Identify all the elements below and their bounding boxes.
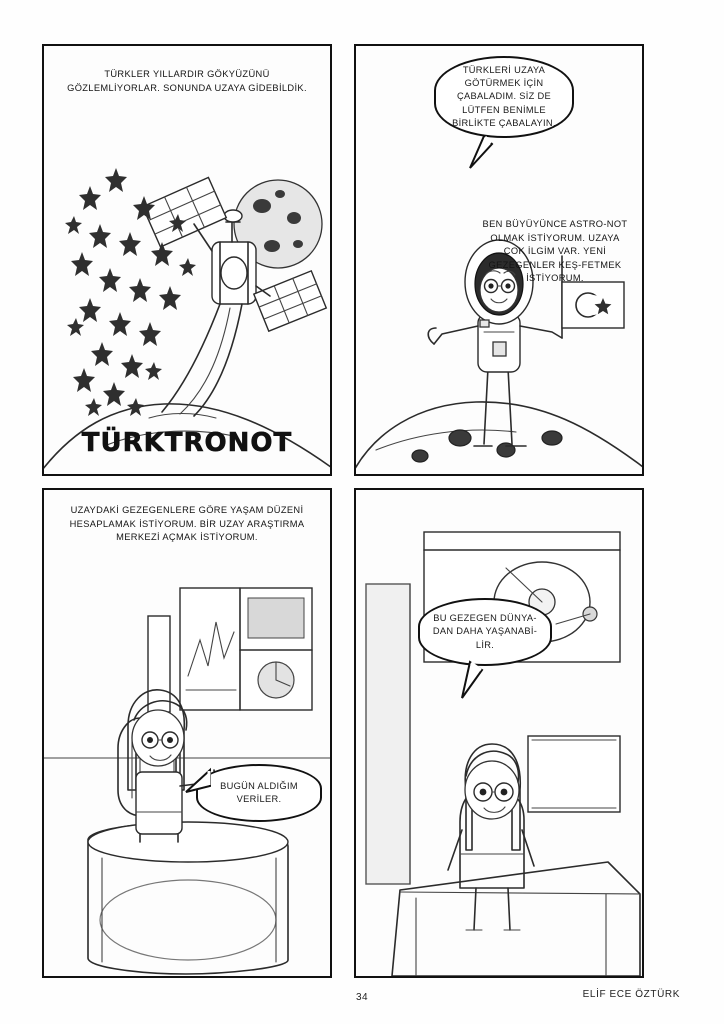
panel-2-speech-bubble (434, 56, 574, 138)
panel-4-artwork (356, 490, 642, 976)
panel-1-title-art: TÜRKTRONOT (81, 428, 293, 458)
panel-4-speech-bubble (418, 598, 552, 666)
panel-1 (42, 44, 332, 476)
panel-4-bubble-text: BU GEZEGEN DÜNYA-DAN DAHA YAŞANABİ-LİR. (432, 613, 538, 650)
panel-2-bubble-tail (460, 134, 500, 174)
panel-3-bubble-text: BUGÜN ALDIĞIM VERİLER. (220, 780, 298, 804)
page-number: 34 (355, 992, 369, 1003)
panel-3 (42, 488, 332, 978)
panel-3-bubble-tail (180, 758, 220, 798)
panel-4 (354, 488, 644, 978)
panel-1-artwork (44, 46, 330, 474)
panel-3-caption: UZAYDAKİ GEZEGENLERE GÖRE YAŞAM DÜZENİ HESAPLAMAK İSTİYORUM. BİR UZAY ARAŞTIRMA MERKEZİ AÇMAK İSTİYORUM. (69, 505, 305, 542)
panel-1-caption: TÜRKLER YILLARDIR GÖKYÜZÜNÜ GÖZLEMLİYORLAR. SONUNDA UZAYA GİDEBİLDİK. (67, 69, 307, 93)
panel-2 (354, 44, 644, 476)
panel-grid (42, 44, 682, 974)
panel-4-bubble-tail (448, 660, 492, 704)
panel-3-artwork (44, 490, 330, 976)
author-credit: ELİF ECE ÖZTÜRK (582, 989, 680, 1000)
panel-2-bubble-text: TÜRKLERİ UZAYA GÖTÜRMEK İÇİN ÇABALADIM. SİZ DE LÜTFEN BENİMLE BİRLİKTE ÇABALAYIN. (452, 65, 556, 128)
panel-2-caption: BEN BÜYÜYÜNCE ASTRO-NOT OLMAK İSTİYORUM. UZAYA ÇOK İLGİM VAR. YENİ GEZEGENLER KEŞ-FETMEK İSTİYORUM. (482, 219, 628, 283)
